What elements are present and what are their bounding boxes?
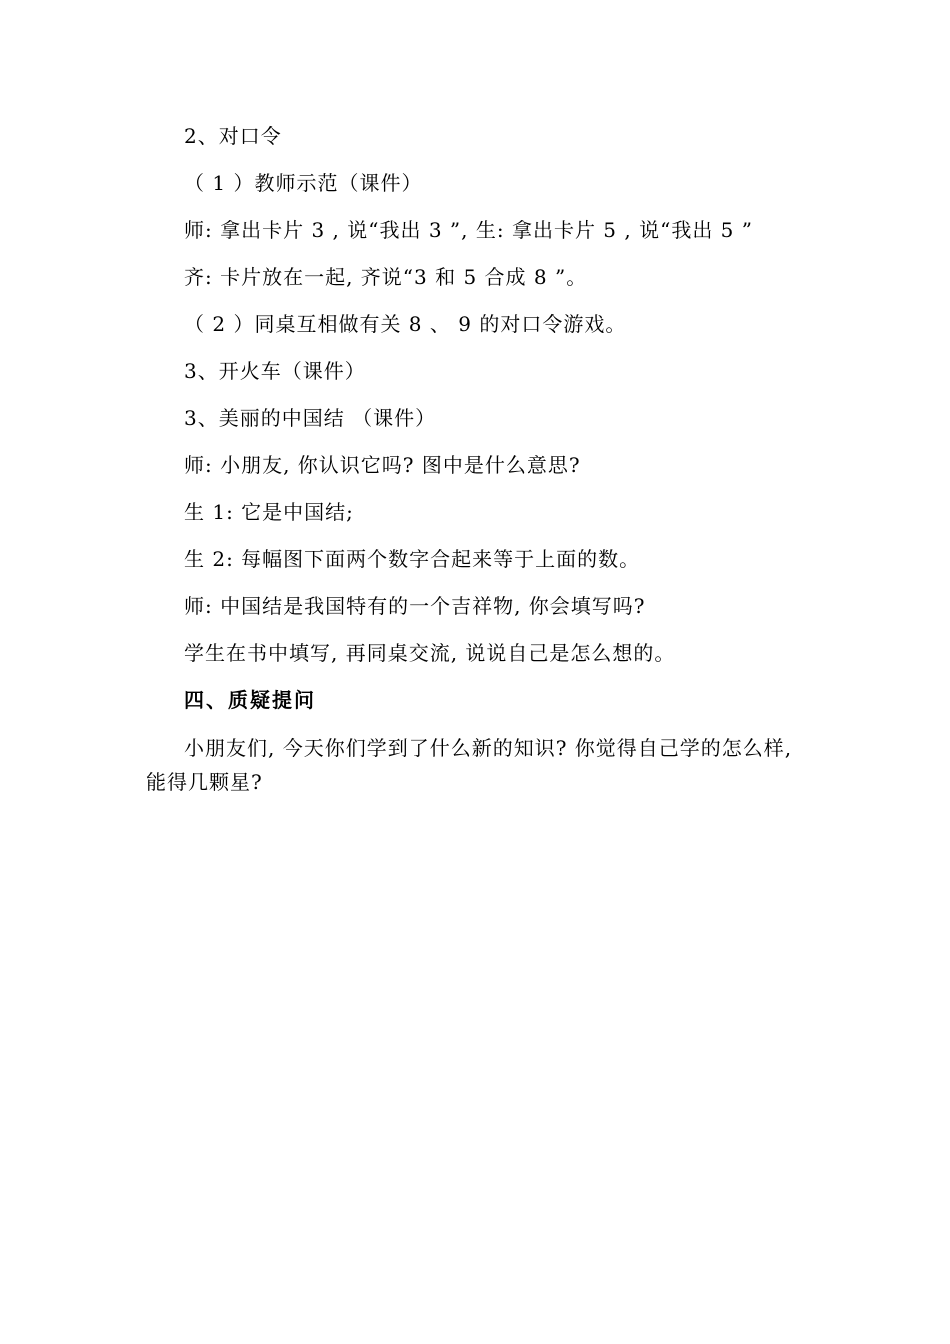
item-chinese-knot: 3、美丽的中国结 （课件） bbox=[184, 406, 437, 430]
dialogue-teacher-knot: 师: 中国结是我国特有的一个吉祥物, 你会填写吗? bbox=[184, 594, 646, 618]
dialogue-teacher-student: 师: 拿出卡片 3 , 说“我出 3 ”, 生: 拿出卡片 5 , 说“我出 5 ” bbox=[184, 218, 753, 242]
item-dui-kou-ling: 2、对口令 bbox=[184, 124, 282, 148]
closing-paragraph: 小朋友们, 今天你们学到了什么新的知识? 你觉得自己学的怎么样, 能得几颗星? bbox=[146, 736, 793, 794]
item-train: 3、开火车（课件） bbox=[184, 359, 366, 383]
student-activity: 学生在书中填写, 再同桌交流, 说说自己是怎么想的。 bbox=[184, 641, 676, 665]
dialogue-student-2: 生 2: 每幅图下面两个数字合起来等于上面的数。 bbox=[184, 547, 641, 571]
item-teacher-demo: （ 1 ）教师示范（课件） bbox=[184, 171, 423, 195]
dialogue-student-1: 生 1: 它是中国结; bbox=[184, 500, 354, 524]
dialogue-together: 齐: 卡片放在一起, 齐说“3 和 5 合成 8 ”。 bbox=[184, 265, 588, 289]
item-deskmate-game: （ 2 ）同桌互相做有关 8 、 9 的对口令游戏。 bbox=[184, 312, 627, 336]
dialogue-teacher-question: 师: 小朋友, 你认识它吗? 图中是什么意思? bbox=[184, 453, 581, 477]
section-heading: 四、质疑提问 bbox=[184, 688, 316, 712]
